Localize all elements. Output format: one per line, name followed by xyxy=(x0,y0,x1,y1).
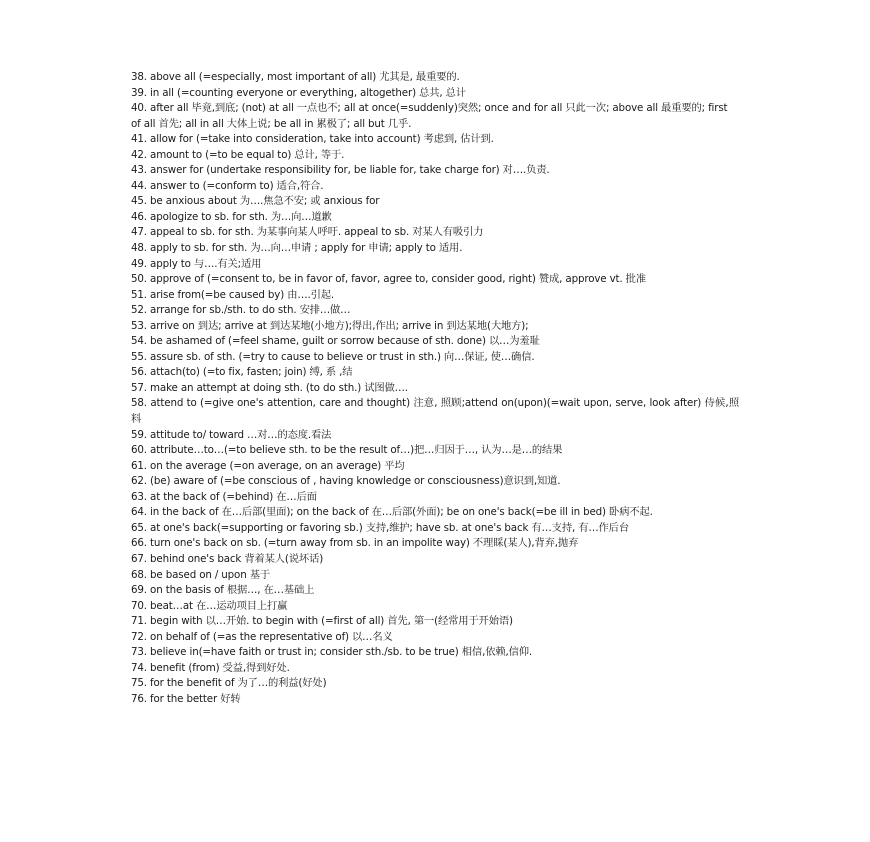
phrase-entry: 56. attach(to) (=to fix, fasten; join) 缚, 系 ,结 xyxy=(131,366,353,379)
phrase-entry: 51. arise from(=be caused by) 由….引起. xyxy=(131,288,335,301)
phrase-entry: 43. answer for (undertake responsibility for, be liable for, take charge for) 对….负责. xyxy=(131,164,550,177)
phrase-entry: 76. for the better 好转 xyxy=(131,692,241,705)
phrase-entry: 55. assure sb. of sth. (=try to cause to believe or trust in sth.) 向…保证, 使…确信. xyxy=(131,350,535,363)
phrase-entry: 72. on behalf of (=as the representative of) 以…名义 xyxy=(131,630,393,643)
phrase-entry: 67. behind one's back 背着某人(说坏话) xyxy=(131,552,324,565)
phrase-entry: 44. answer to (=conform to) 适合,符合. xyxy=(131,179,324,192)
phrase-entry: 66. turn one's back on sb. (=turn away from sb. in an impolite way) 不理睬(某人),背弃,抛弃 xyxy=(131,537,579,550)
phrase-entry: 69. on the basis of 根据…, 在…基础上 xyxy=(131,584,315,597)
phrase-entry: 53. arrive on 到达; arrive at 到达某地(小地方);得出,作出; arrive in 到达某地(大地方); xyxy=(131,319,529,332)
phrase-entry: 64. in the back of 在…后部(里面); on the back of 在…后部(外面); be on one's back(=be ill in bed) 卧病不起. xyxy=(131,506,653,519)
phrase-entry: 46. apologize to sb. for sth. 为…向…道歉 xyxy=(131,210,332,223)
phrase-entry: 38. above all (=especially, most important of all) 尤其是, 最重要的. xyxy=(131,71,460,83)
phrase-entry: 70. beat…at 在…运动项目上打赢 xyxy=(131,599,288,612)
phrase-entry: 57. make an attempt at doing sth. (to do sth.) 试图做…. xyxy=(131,381,408,394)
phrase-entry: 54. be ashamed of (=feel shame, guilt or sorrow because of sth. done) 以…为羞耻 xyxy=(131,335,540,348)
phrase-entry: 47. appeal to sb. for sth. 为某事向某人呼吁. appeal to sb. 对某人有吸引力 xyxy=(131,226,484,239)
document-page xyxy=(131,70,739,707)
phrase-entry: 59. attitude to/ toward …对…的态度.看法 xyxy=(131,428,332,441)
phrase-entry: 75. for the benefit of 为了…的利益(好处) xyxy=(131,677,327,690)
phrase-entry: 74. benefit (from) 受益,得到好处. xyxy=(131,661,290,674)
phrase-entry: 61. on the average (=on average, on an average) 平均 xyxy=(131,459,405,472)
phrase-entry: 58. attend to (=give one's attention, care and thought) 注意, 照顾;attend on(upon)(=wait upon, serve, look after) 侍候,照料 xyxy=(131,397,739,426)
phrase-entry: 49. apply to 与….有关;适用 xyxy=(131,257,262,270)
phrase-entry: 40. after all 毕竟,到底; (not) at all 一点也不; all at once(=suddenly)突然; once and for all 只此一次; above all 最重要的; first of all 首先; all in all 大体上说; be all in 累极了; all but 几乎. xyxy=(131,102,728,130)
phrase-entry: 63. at the back of (=behind) 在…后面 xyxy=(131,490,317,503)
phrase-entry: 42. amount to (=to be equal to) 总计, 等于. xyxy=(131,148,345,161)
phrase-entry: 48. apply to sb. for sth. 为…向…申请 ; apply for 申请; apply to 适用. xyxy=(131,242,463,255)
phrase-entry: 50. approve of (=consent to, be in favor of, favor, agree to, consider good, right) 赞成, approve vt. 批准 xyxy=(131,273,646,286)
phrase-entry: 68. be based on / upon 基于 xyxy=(131,568,270,581)
phrase-entry: 65. at one's back(=supporting or favoring sb.) 支持,维护; have sb. at one's back 有…支持, 有…作后台 xyxy=(131,521,629,534)
phrase-entry: 73. believe in(=have faith or trust in; consider sth./sb. to be true) 相信,依赖,信仰. xyxy=(131,646,533,659)
phrase-entry: 45. be anxious about 为….焦急不安; 或 anxious for xyxy=(131,195,380,208)
phrase-entry: 39. in all (=counting everyone or everything, altogether) 总共, 总计 xyxy=(131,86,466,99)
phrase-entry: 41. allow for (=take into consideration, take into account) 考虑到, 估计到. xyxy=(131,133,494,146)
phrase-entry: 62. (be) aware of (=be conscious of , having knowledge or consciousness)意识到,知道. xyxy=(131,475,561,488)
phrase-entry: 60. attribute…to…(=to believe sth. to be the result of…)把…归因于…, 认为…是…的结果 xyxy=(131,444,563,457)
phrase-entry: 52. arrange for sb./sth. to do sth. 安排…做… xyxy=(131,304,351,317)
phrase-entry: 71. begin with 以…开始. to begin with (=first of all) 首先, 第一(经常用于开始语) xyxy=(131,615,513,628)
